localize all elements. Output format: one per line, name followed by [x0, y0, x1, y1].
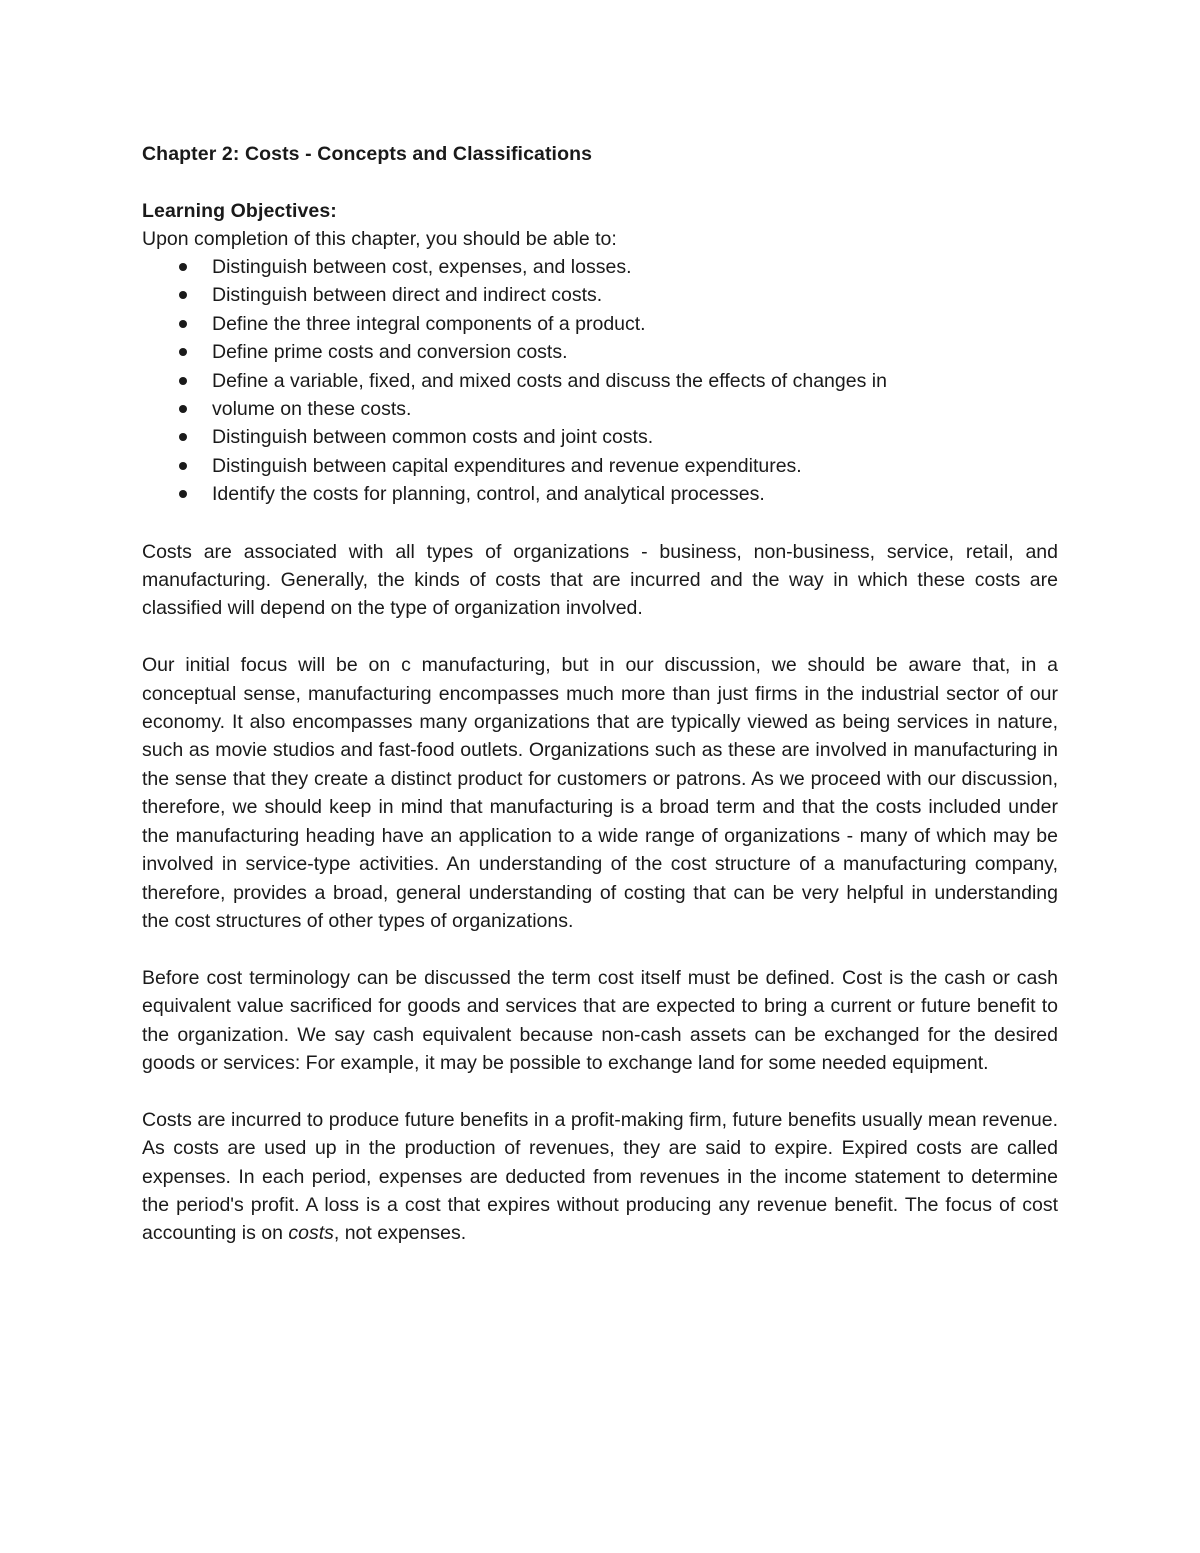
- list-item-text: Distinguish between capital expenditures and revenue expenditures.: [212, 454, 802, 477]
- bullet-icon: [179, 462, 187, 470]
- list-item: [142, 423, 1058, 451]
- emphasis-text: costs: [288, 1222, 334, 1245]
- list-item: [142, 310, 1058, 338]
- bullet-icon: [179, 320, 187, 328]
- bullet-icon: [179, 433, 187, 441]
- paragraph-organizations: Costs are associated with all types of organizations - business, non-business, service, retail, and manufacturing. Generally, the kinds of costs that are incurred and the way in which these costs are classified will depend on the type of organization involved.: [142, 540, 1058, 620]
- page-title: Chapter 2: Costs - Concepts and Classifications: [142, 143, 593, 165]
- learning-objectives-heading: Learning Objectives:: [142, 200, 337, 222]
- bullet-icon: [179, 291, 187, 299]
- list-item-text: Distinguish between cost, expenses, and losses.: [212, 256, 632, 278]
- bullet-icon: [179, 263, 187, 271]
- list-item-text: Distinguish between direct and indirect costs.: [212, 284, 603, 307]
- bullet-icon: [179, 405, 187, 413]
- list-item: [142, 367, 1058, 395]
- list-item-text: Distinguish between common costs and joint costs.: [212, 426, 654, 449]
- list-item-text: volume on these costs.: [212, 398, 412, 421]
- paragraph-text-end: , not expenses.: [333, 1222, 467, 1245]
- list-item-text: Define the three integral components of a product.: [212, 312, 646, 335]
- list-item: [142, 281, 1058, 309]
- paragraph-manufacturing: Our initial focus will be on c manufacturing, but in our discussion, we should be aware that, in a conceptual sense, manufacturing encompasses much more than just firms in the industrial sector of our economy. It also encompasses many organizations that are typically viewed as being services in nature, such as movie studios and fast-food outlets. Organizations such as these are involved in manufacturing in the sense that they create a distinct product for customers or patrons. As we proceed with our discussion, therefore, we should keep in mind that manufacturing is a broad term and that the costs included under the manufacturing heading have an application to a wide range of organizations - many of which may be involved in service-type activities. An understanding of the cost structure of a manufacturing company, therefore, provides a broad, general understanding of costing that can be very helpful in understanding the cost structures of other types of organizations.: [142, 654, 1058, 932]
- list-item-text: Define prime costs and conversion costs.: [212, 341, 568, 364]
- list-item: [142, 253, 1058, 281]
- document-page: [142, 140, 1058, 1276]
- bullet-icon: [179, 490, 187, 498]
- bullet-icon: [179, 348, 187, 356]
- list-item: [142, 395, 1058, 423]
- learning-objectives-list: [142, 253, 1058, 509]
- bullet-icon: [179, 377, 187, 385]
- list-item: [142, 452, 1058, 480]
- list-item-text: Identify the costs for planning, control, and analytical processes.: [212, 483, 765, 506]
- learning-objectives-intro: Upon completion of this chapter, you should be able to:: [142, 228, 617, 250]
- paragraph-expenses-losses: [142, 1106, 1058, 1248]
- paragraph-cost-definition: Before cost terminology can be discussed the term cost itself must be defined. Cost is the cash or cash equivalent value sacrificed for goods and services that are expected to bring a current or future benefit to the organization. We say cash equivalent because non-cash assets can be exchanged for the desired goods or services: For example, it may be possible to exchange land for some needed equipment.: [142, 966, 1058, 1074]
- list-item-text: Define a variable, fixed, and mixed costs and discuss the effects of changes in: [212, 369, 887, 392]
- list-item: [142, 338, 1058, 366]
- paragraph-text: Costs are incurred to produce future benefits in a profit-making firm, future benefits usually mean revenue. As costs are used up in the production of revenues, they are said to expire. Expired costs are called expenses. In each period, expenses are deducted from revenues in the income statement to determine the period's profit. A loss is a cost that expires without producing any revenue benefit. The focus of cost accounting is on: [142, 1108, 1058, 1245]
- list-item: [142, 480, 1058, 508]
